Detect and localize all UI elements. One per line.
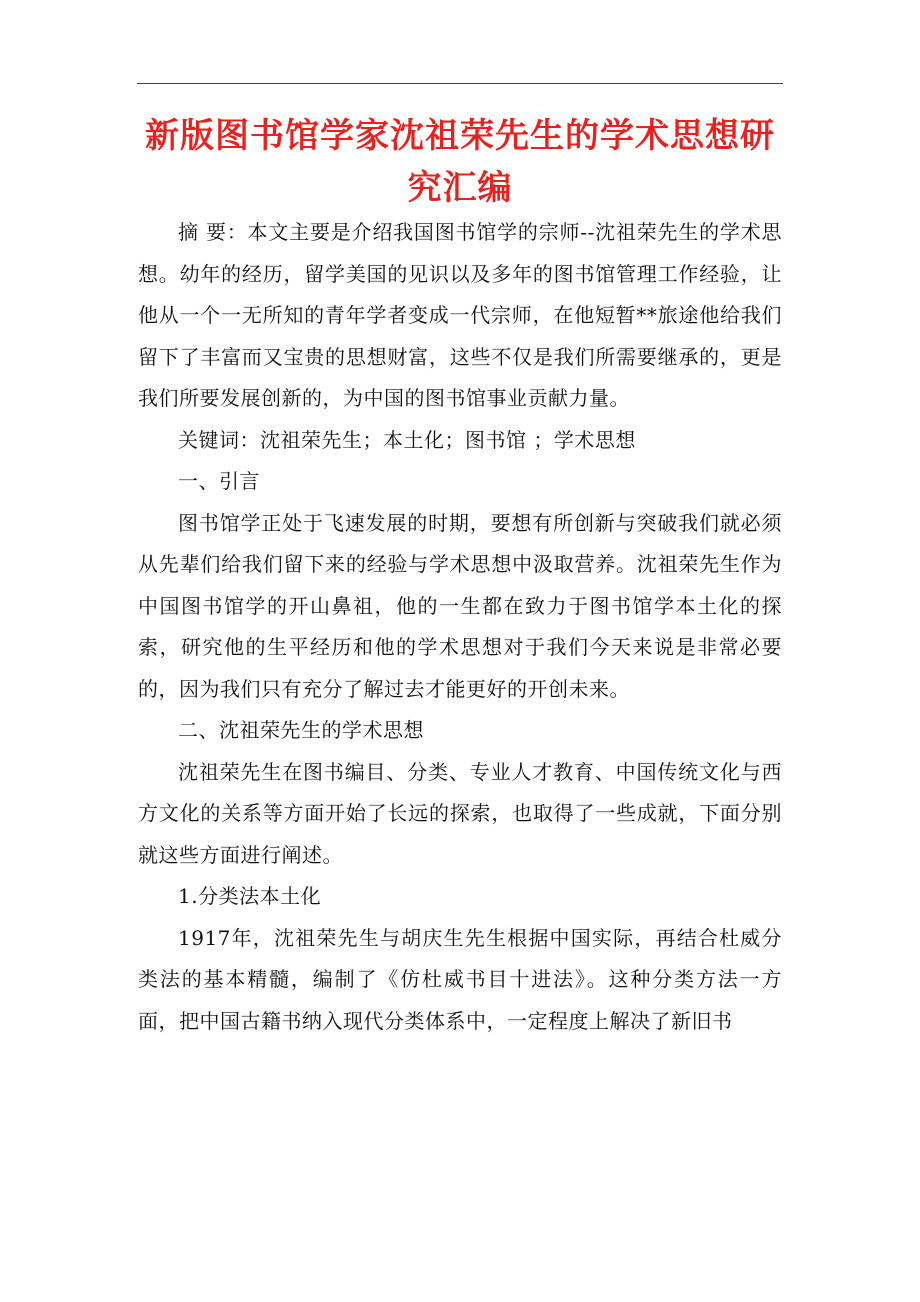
subsection-heading-classification: 1.分类法本土化 — [178, 884, 322, 908]
title-line-1: 新版图书馆学家沈祖荣先生的学术思想研 — [145, 116, 775, 156]
intro-paragraph: 图书馆学正处于飞速发展的时期，要想有所创新与突破我们就必须从先辈们给我们留下来的经验与学术思想中汲取营养。沈祖荣先生作为中国图书馆学的开山鼻祖，他的一生都在致力于图书馆学本土化的探索，研究他的生平经历和他的学术思想对于我们今天来说是非常必要的，因为我们只有充分了解过去才能更好的开创未来。 — [138, 510, 782, 701]
section-heading-intro: 一、引言 — [178, 469, 260, 493]
header-rule — [137, 83, 783, 84]
document-body — [138, 212, 782, 1042]
document-title — [137, 110, 783, 214]
section-heading-thought: 二、沈祖荣先生的学术思想 — [178, 718, 424, 742]
keywords-line: 关键词：沈祖荣先生；本土化；图书馆 ；学术思想 — [178, 427, 636, 452]
abstract-paragraph: 摘 要：本文主要是介绍我国图书馆学的宗师--沈祖荣先生的学术思想。幼年的经历，留学美国的见识以及多年的图书馆管理工作经验，让他从一个一无所知的青年学者变成一代宗师，在他短暂**旅途他给我们留下了丰富而又宝贵的思想财富，这些不仅是我们所需要继承的，更是我们所要发展创新的，为中国的图书馆事业贡献力量。 — [138, 220, 782, 410]
title-line-2: 究汇编 — [407, 168, 513, 208]
classification-paragraph: 1917年，沈祖荣先生与胡庆生先生根据中国实际，再结合杜威分类法的基本精髓，编制了《仿杜威书目十进法》。这种分类方法一方面，把中国古籍书纳入现代分类体系中，一定程度上解决了新旧书 — [138, 925, 782, 1033]
thought-paragraph: 沈祖荣先生在图书编目、分类、专业人才教育、中国传统文化与西方文化的关系等方面开始了长远的探索，也取得了一些成就，下面分别就这些方面进行阐述。 — [138, 759, 782, 867]
